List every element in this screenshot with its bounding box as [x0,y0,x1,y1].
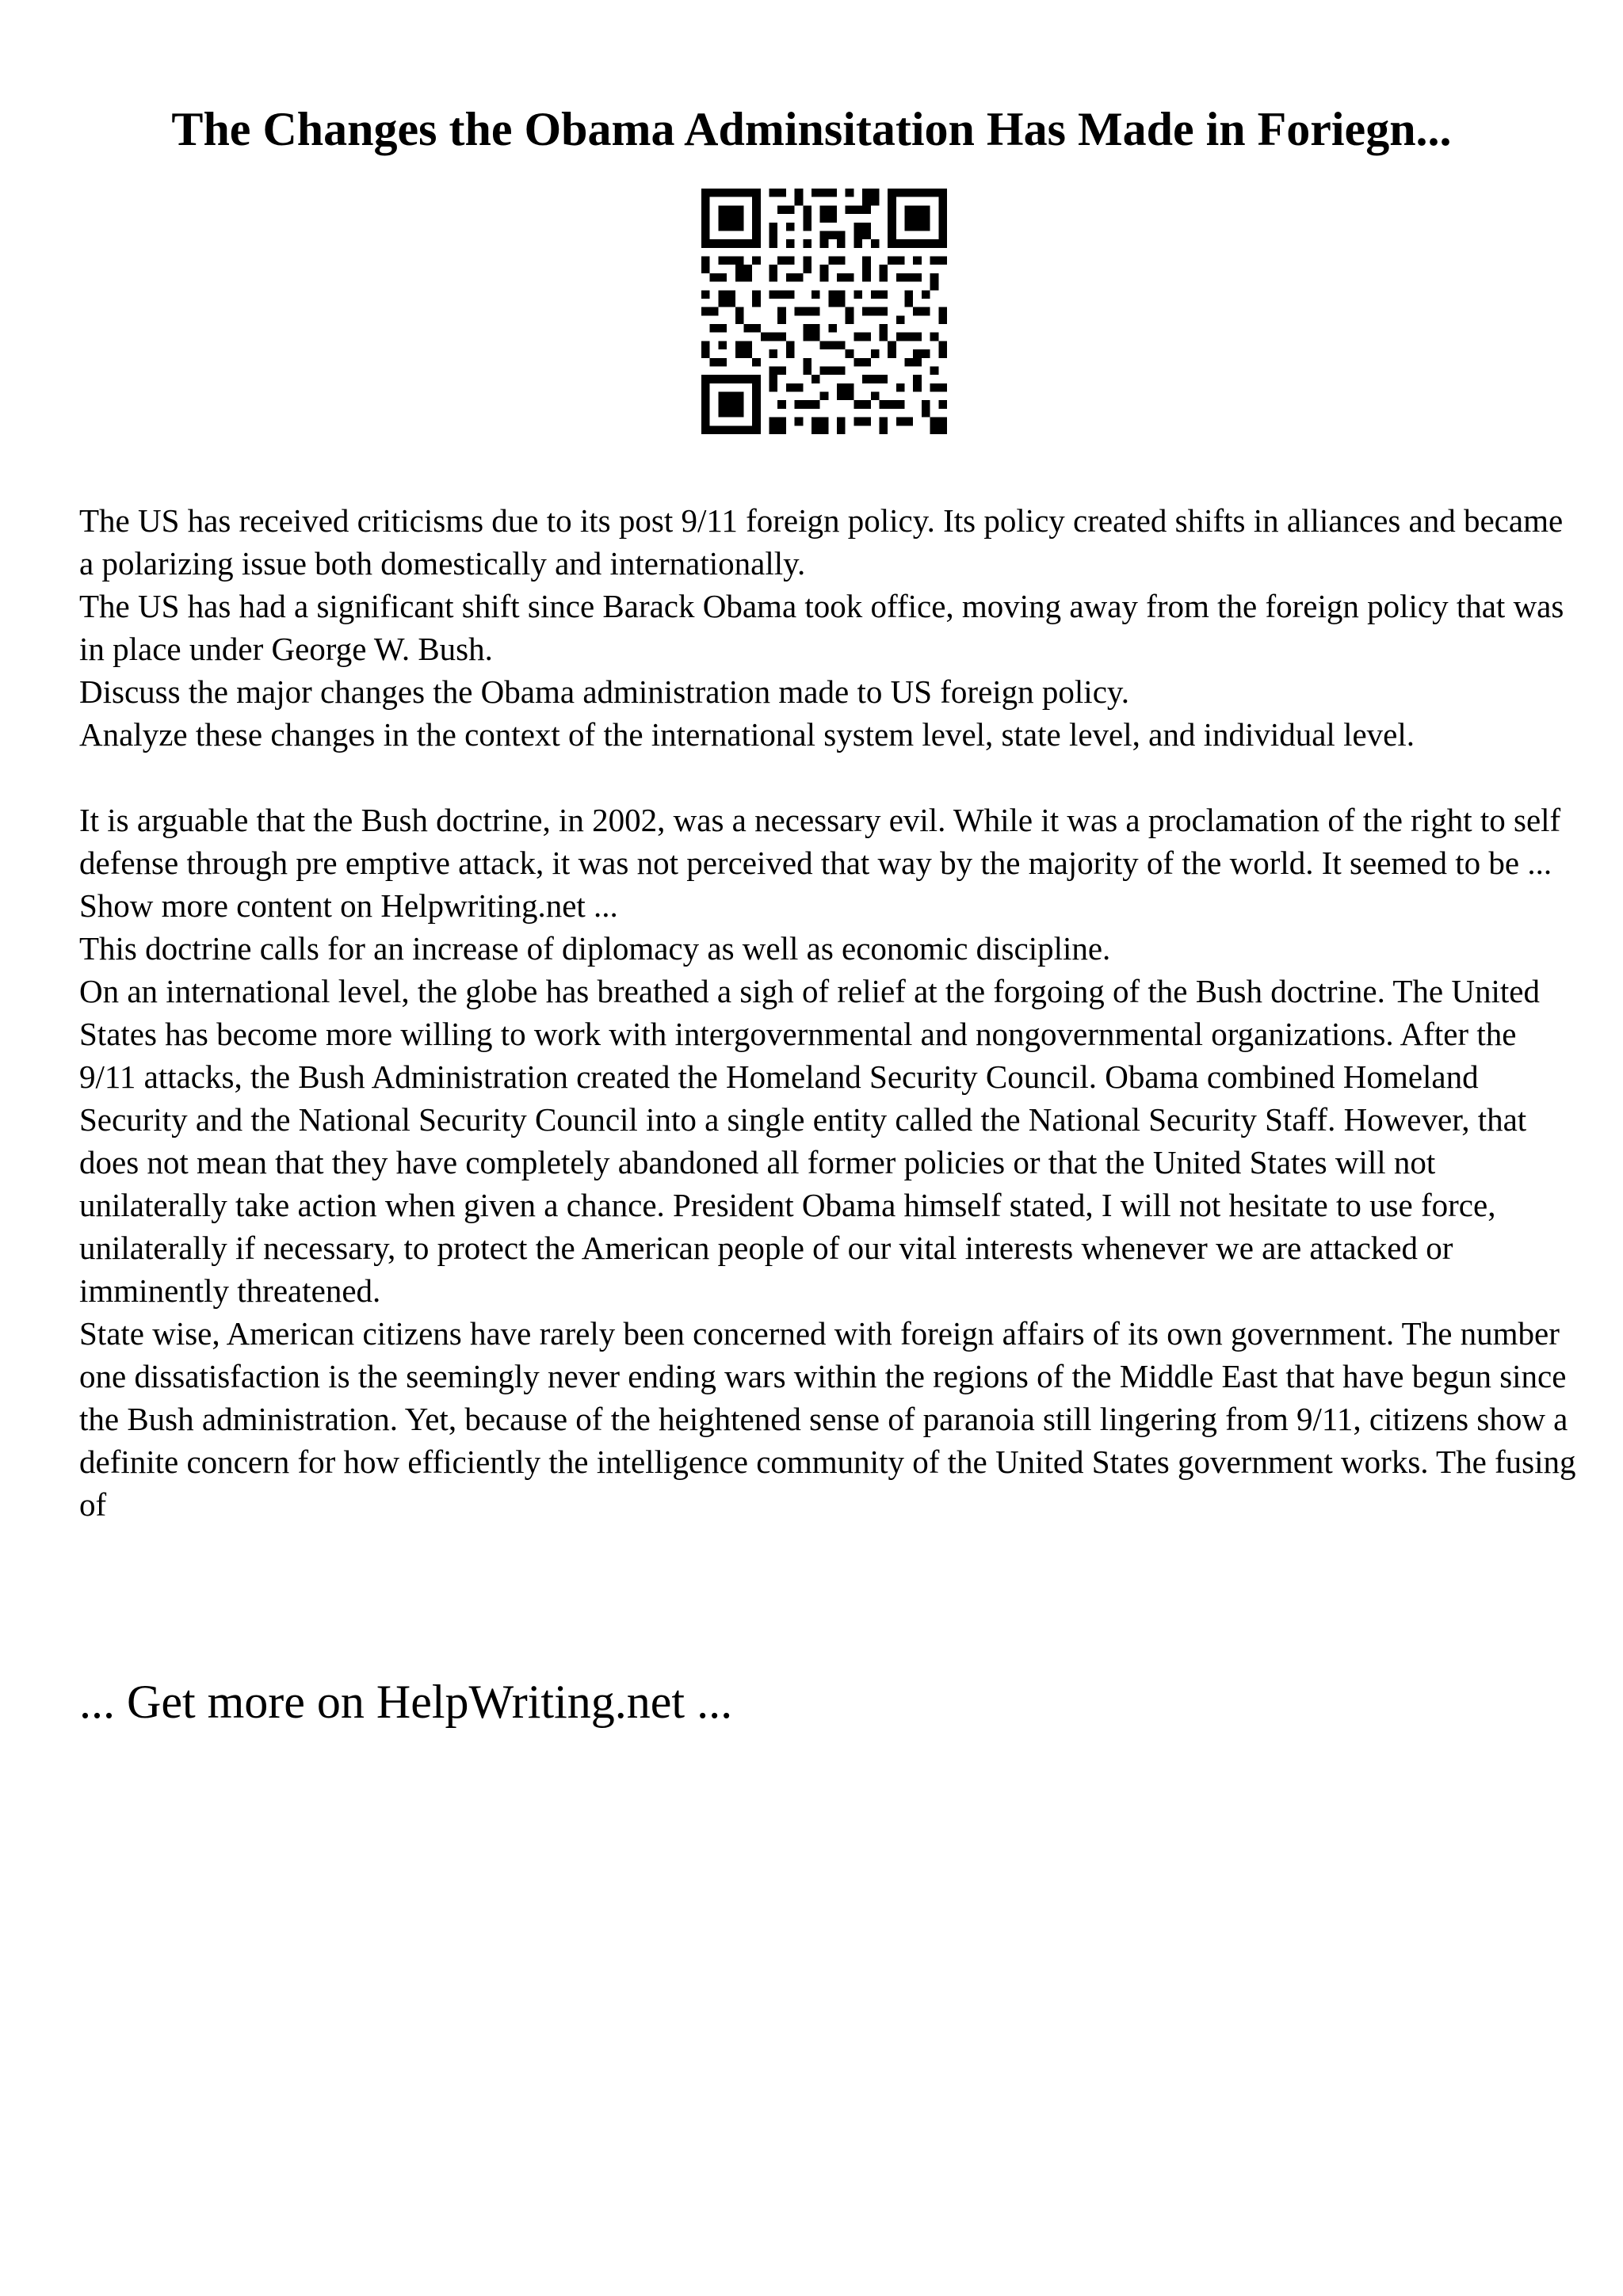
intro-paragraph-3: Discuss the major changes the Obama administration made to US foreign policy. [79,673,1129,710]
document-body [79,499,1577,1526]
body-paragraph-4: State wise, American citizens have rarely been concerned with foreign affairs of its own government. The number one dissatisfaction is the seemingly never ending wars within the regions of the Middle East that have begun since the Bush administration. Yet, because of the heightened sense of paranoia still lingering from 9/11, citizens show a definite concern for how efficiently the intelligence community of the United States government works. The fusing of [79,1315,1576,1523]
intro-paragraph-1: The US has received criticisms due to its post 9/11 foreign policy. Its policy created shifts in alliances and became a polarizing issue both domestically and internationally. [79,502,1564,582]
paragraph-gap [79,756,1577,799]
intro-paragraph-4: Analyze these changes in the context of the international system level, state level, and individual level. [79,716,1415,753]
page-title: The Changes the Obama Adminsitation Has Made in Foriegn... [171,103,1452,155]
body-paragraph-3: On an international level, the globe has breathed a sigh of relief at the forgoing of the Bush doctrine. The United States has become more willing to work with intergovernmental and nongovernmental organizations. After the 9/11 attacks, the Bush Administration created the Homeland Security Council. Obama combined Homeland Security and the National Security Council into a single entity called the National Security Staff. However, that does not mean that they have completely abandoned all former policies or that the United States will not unilaterally take action when given a chance. President Obama himself stated, I will not hesitate to use force, unilaterally if necessary, to protect the American people of our vital interests whenever we are attacked or imminently threatened. [79,973,1540,1309]
get-more-link[interactable]: ... Get more on HelpWriting.net ... [79,1676,733,1728]
qr-code-icon [701,189,947,434]
body-paragraph-2: This doctrine calls for an increase of diplomacy as well as economic discipline. [79,930,1111,967]
intro-paragraph-2: The US has had a significant shift since Barack Obama took office, moving away from the foreign policy that was in place under George W. Bush. [79,588,1564,667]
body-paragraph-1: It is arguable that the Bush doctrine, in 2002, was a necessary evil. While it was a proclamation of the right to self defense through pre emptive attack, it was not perceived that way by the majority of the world. It seemed to be ... Show more content on Helpwriting.net ... [79,802,1561,924]
